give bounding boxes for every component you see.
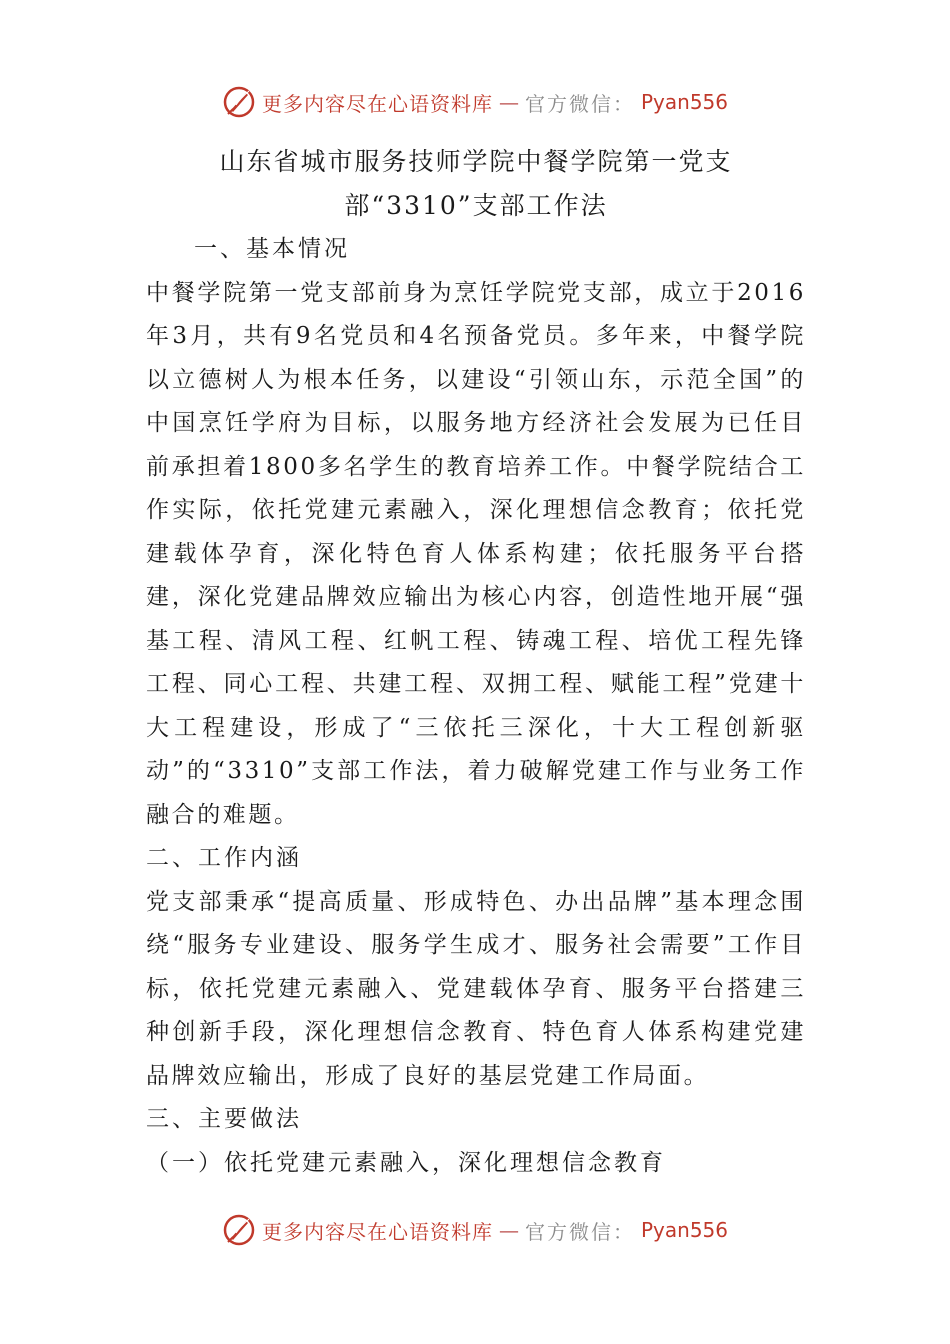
- section-3-heading: 三、主要做法: [146, 1106, 302, 1132]
- document-body: [146, 140, 806, 1185]
- quill-logo-icon: [222, 85, 256, 119]
- section-2-heading: 二、工作内涵: [146, 845, 302, 871]
- watermark-label: 官方微信：: [524, 1219, 635, 1244]
- section-2-paragraph: 党支部秉承“提高质量、形成特色、办出品牌”基本理念围绕“服务专业建设、服务学生成才、服务社会需要”工作目标，依托党建元素融入、党建载体孕育、服务平台搭建三种创新手段，深化理想信念教育、特色育人体系构建党建品牌效应输出，形成了良好的基层党建工作局面。: [146, 888, 806, 1089]
- watermark-id: Pyan556: [640, 90, 728, 114]
- section-1-paragraph: 中餐学院第一党支部前身为烹饪学院党支部，成立于2016年3月，共有9名党员和4名预备党员。多年来，中餐学院以立德树人为根本任务，以建设“引领山东，示范全国”的中国烹饪学府为目标，以服务地方经济社会发展为已任目前承担着1800多名学生的教育培养工作。中餐学院结合工作实际，依托党建元素融入，深化理想信念教育；依托党建载体孕育，深化特色育人体系构建；依托服务平台搭建，深化党建品牌效应输出为核心内容，创造性地开展“强基工程、清风工程、红帆工程、铸魂工程、培优工程先锋工程、同心工程、共建工程、双拥工程、赋能工程”党建十大工程建设，形成了“三依托三深化，十大工程创新驱动”的“3310”支部工作法，着力破解党建工作与业务工作融合的难题。: [146, 279, 806, 828]
- watermark-dash: —: [498, 90, 519, 114]
- watermark-dash: —: [498, 1218, 519, 1242]
- watermark-text: 更多内容尽在心语资料库: [261, 91, 493, 116]
- document-title: 山东省城市服务技师学院中餐学院第一党支部“3310”支部工作法: [219, 147, 733, 220]
- watermark-text: 更多内容尽在心语资料库: [261, 1219, 493, 1244]
- watermark-footer: [0, 1210, 950, 1250]
- watermark-id: Pyan556: [640, 1218, 728, 1242]
- quill-logo-icon: [222, 1213, 256, 1247]
- section-3-subheading-1: （一）依托党建元素融入，深化理想信念教育: [146, 1149, 666, 1176]
- section-1-heading: 一、基本情况: [194, 236, 350, 262]
- watermark-header: [0, 82, 950, 122]
- watermark-label: 官方微信：: [524, 91, 635, 116]
